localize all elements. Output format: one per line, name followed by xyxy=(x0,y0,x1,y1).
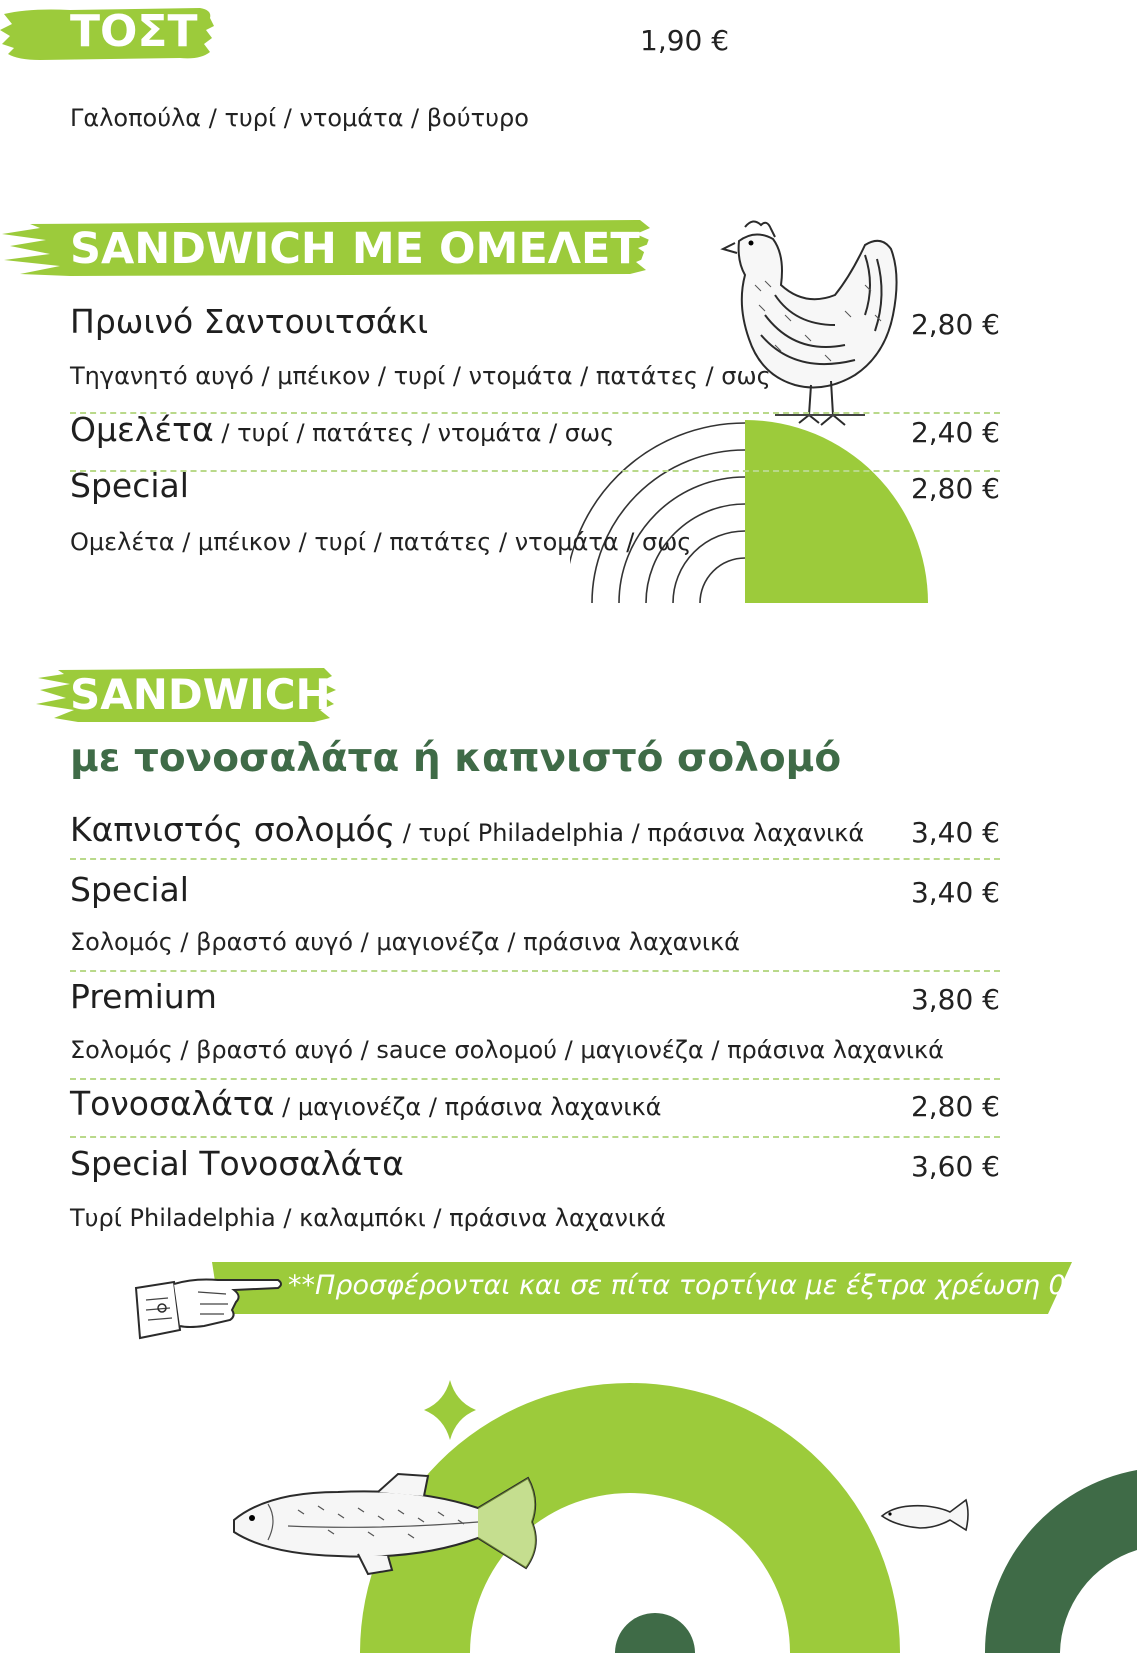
trout-illustration xyxy=(228,1470,568,1580)
sandwich-item-ingredients-4: / μαγιονέζα / πράσινα λαχανικά xyxy=(274,1093,662,1121)
sandwich-item-ingredients-1: / τυρί Philadelphia / πράσινα λαχανικά xyxy=(395,819,865,847)
sandwich-section-title: SANDWICH xyxy=(70,670,331,719)
small-fish-illustration xyxy=(880,1494,970,1538)
omelette-item-name-1: Πρωινό Σαντουιτσάκι xyxy=(70,302,429,341)
sandwich-item-price-5: 3,60 € xyxy=(910,1150,1000,1183)
divider xyxy=(70,1136,1000,1138)
toast-description: Γαλοπούλα / τυρί / ντομάτα / βούτυρο xyxy=(70,104,529,132)
sandwich-section-subtitle: με τονοσαλάτα ή καπνιστό σολομό xyxy=(70,736,842,781)
sandwich-item-name-4: Τονοσαλάτα / μαγιονέζα / πράσινα λαχανικά xyxy=(70,1084,662,1123)
sandwich-item-description-5: Τυρί Philadelphia / καλαμπόκι / πράσινα λαχανικά xyxy=(70,1204,666,1232)
divider xyxy=(70,970,1000,972)
sandwich-item-name-3: Premium xyxy=(70,977,217,1016)
sandwich-item-price-3: 3,80 € xyxy=(910,983,1000,1016)
omelette-item-description-1: Τηγανητό αυγό / μπέικον / τυρί / ντομάτα / πατάτες / σως xyxy=(70,362,771,390)
sandwich-item-name-1: Καπνιστός σολομός / τυρί Philadelphia / πράσινα λαχανικά xyxy=(70,810,865,849)
sandwich-item-price-2: 3,40 € xyxy=(910,876,1000,909)
sandwich-item-price-1: 3,40 € xyxy=(910,816,1000,849)
omelette-section-title: SANDWICH ΜΕ ΟΜΕΛΕΤΑ xyxy=(70,224,673,274)
omelette-item-name-2: Ομελέτα / τυρί / πατάτες / ντομάτα / σως xyxy=(70,410,615,449)
sandwich-item-description-3: Σολομός / βραστό αυγό / sauce σολομού / μαγιονέζα / πράσινα λαχανικά xyxy=(70,1036,944,1064)
sandwich-item-description-2: Σολομός / βραστό αυγό / μαγιονέζα / πράσινα λαχανικά xyxy=(70,928,740,956)
toast-price: 1,90 € xyxy=(640,24,730,57)
divider xyxy=(70,470,1000,472)
sandwich-item-name-2: Special xyxy=(70,870,189,909)
omelette-item-name-3: Special xyxy=(70,466,189,505)
pointing-hand-illustration xyxy=(134,1270,284,1342)
omelette-item-price-2: 2,40 € xyxy=(910,416,1000,449)
note-text: **Προσφέρονται και σε πίτα τορτίγια με έξτρα χρέωση 0,40€ xyxy=(288,1270,1126,1301)
sandwich-item-price-4: 2,80 € xyxy=(910,1090,1000,1123)
toast-title: ΤΟΣΤ xyxy=(70,6,198,57)
sandwich-item-name-5: Special Τονοσαλάτα xyxy=(70,1144,404,1183)
divider xyxy=(70,858,1000,860)
hen-illustration xyxy=(715,215,905,450)
omelette-item-price-3: 2,80 € xyxy=(910,472,1000,505)
divider xyxy=(70,1078,1000,1080)
omelette-item-ingredients-2: / τυρί / πατάτες / ντομάτα / σως xyxy=(213,419,615,447)
omelette-item-description-3: Ομελέτα / μπέικον / τυρί / πατάτες / ντομάτα / σως xyxy=(70,528,692,556)
omelette-item-price-1: 2,80 € xyxy=(910,308,1000,341)
